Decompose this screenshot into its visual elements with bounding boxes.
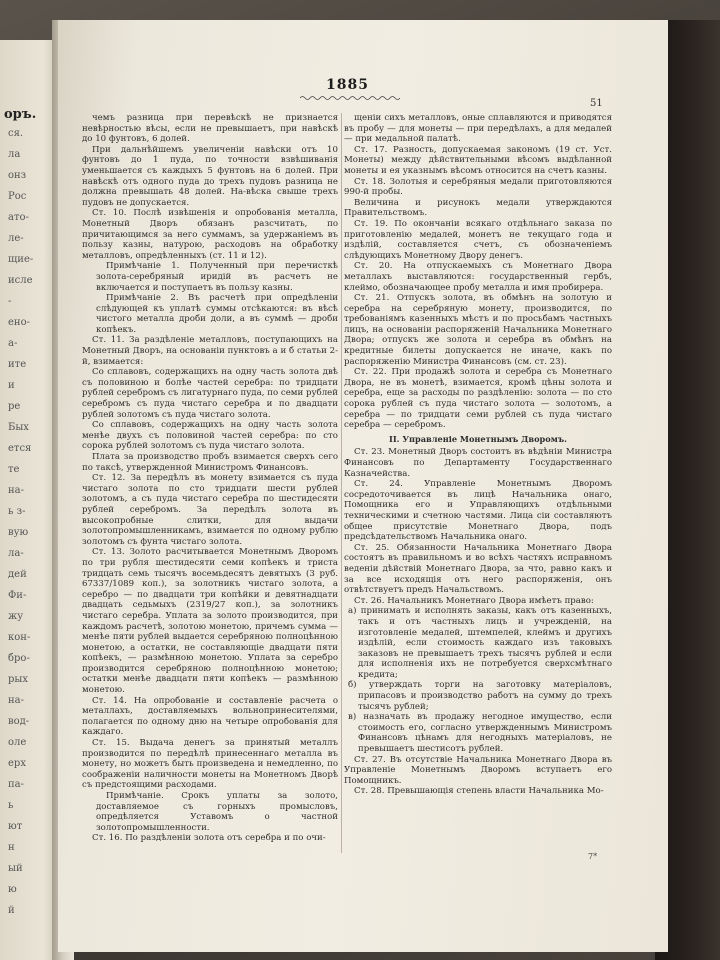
paragraph: Ст. 10. Послѣ извѣшенія и опробованія металла, Монетный Дворъ обязанъ разсчитать, по причитающимся за него суммамъ, за удержаніемъ въ пользу казны, натурою, расходовъ на обработку металловъ, опредѣленныхъ (ст. 11 и 12). (82, 208, 338, 261)
paragraph: При дальнѣйшемъ увеличеніи навѣски отъ 10 фунтовъ до 1 пуда, по точности взвѣшиванія уменьшается съ каждыхъ 5 фунтовъ на 6 долей. При навѣскѣ отъ одного пуда до трехъ пудовъ разница не должна превышать 48 долей. На-вѣска свыше трехъ пудовъ не допускается. (82, 144, 338, 208)
left-page-fragment: Рос (8, 191, 27, 202)
left-page-fragment: оле (8, 737, 27, 748)
left-page-fragment: ла (8, 149, 21, 160)
left-page-fragment: и (8, 380, 15, 391)
page-signature-mark: 7* (588, 852, 598, 861)
paragraph: Ст. 17. Разность, допускаемая закономъ (19 ст. Уст. Монеты) между дѣйствительными вѣсомъ выдѣланной монеты и ея указнымъ вѣсомъ относится на счетъ казны. (344, 144, 612, 176)
left-page-fragment: ато- (8, 212, 29, 223)
left-page-fragment: онз (8, 170, 27, 181)
note-paragraph: Примѣчаніе 2. Въ расчетѣ при опредѣленіи слѣдующей къ уплатѣ суммы отсѣкаются: въ вѣсѣ чистого металла дроби доли, а въ суммѣ — дроби копѣекъ. (96, 293, 338, 335)
left-page-fragment: па- (8, 779, 25, 790)
left-page-fragment: ый (8, 863, 23, 874)
paragraph: чемъ разница при перевѣскѣ не признается невѣрностью вѣсы, если не превышаетъ, при навѣскѣ до 10 фунтовъ, 6 долей. (82, 113, 338, 145)
left-page-fragment: вод- (8, 716, 30, 727)
paragraph: Ст. 27. Въ отсутствіе Начальника Монетнаго Двора въ Управленіе Монетнымъ Дворомъ вступаетъ его Помощникъ. (344, 754, 612, 786)
paragraph: Ст. 23. Монетный Дворъ состоитъ въ вѣдѣніи Министра Финансовъ по Департаменту Государственнаго Казначейства. (344, 447, 612, 479)
paragraph: Ст. 22. При продажѣ золота и серебра съ Монетнаго Двора, не въ монетѣ, взимается, кромѣ цѣны золота и серебра, еще за расходы по раздѣленію: золота — по сто сорока рублей съ пуда чистаго золота — золотомъ, а серебра — по тридцати семи рублей съ пуда чистаго серебра — серебромъ. (344, 367, 612, 431)
left-page-fragment: - (8, 296, 12, 307)
left-page-fragment: ла- (8, 548, 24, 559)
left-page-fragment: й (8, 905, 15, 916)
paragraph: Ст. 21. Отпускъ золота, въ обмѣнъ на золотую и серебра на серебряную монету, производится, по требованіямъ казенныхъ мѣстъ и по просьбамъ частныхъ лицъ, на основаніи распоряженій Начальника Монетнаго Двора; отпускъ же золота и серебра въ обмѣнъ на кредитные билеты допускается не иначе, какъ по распоряженію Министра Финансовъ (см. ст. 23). (344, 293, 612, 367)
left-page-fragment: ре (8, 401, 21, 412)
paragraph: в) назначать въ продажу негодное имущество, если стоимость его, согласно утвержденнымъ Министромъ Финансовъ цѣнамъ для негодныхъ матеріаловъ, не превышаетъ шестисотъ рублей. (348, 712, 612, 755)
left-page-fragment: ено- (8, 317, 30, 328)
note-paragraph: Примѣчаніе 1. Полученный при перечисткѣ золота-серебряный иридій въ расчетъ не включается и поступаетъ въ пользу казны. (96, 261, 338, 293)
paragraph: а) принимать и исполнять заказы, какъ отъ казенныхъ, такъ и отъ частныхъ лицъ и учрежденій, на изготовленіе медалей, штемпелей, клеймъ и другихъ издѣлій, если стоимость каждаго изъ таковыхъ заказовъ не превышаетъ трехъ тысячъ рублей и если для исполненія ихъ не потребуется сверхсмѣтнаго кредита; (348, 606, 612, 680)
left-page-fragment: вую (8, 527, 29, 538)
left-page-fragment: ется (8, 443, 32, 454)
paragraph: Со сплавовъ, содержащихъ на одну часть золота менѣе двухъ съ половиной частей серебра: по сто сорока рублей золотомъ съ пуда чистаго золота. (82, 420, 338, 452)
paragraph: Ст. 15. Выдача денегъ за принятый металлъ производится по передѣлѣ принесеннаго металла въ монету, но можетъ быть произведена и немедленно, по соображеніи наличности монеты на Монетномъ Дворѣ съ предстоящими расходами. (82, 738, 338, 791)
column-divider (341, 113, 342, 853)
left-page-fragment: щие- (8, 254, 34, 265)
left-page-fragment: на- (8, 695, 25, 706)
left-page-fragment: ите (8, 359, 27, 370)
paragraph: Ст. 25. Обязанности Начальника Монетнаго Двора состоятъ въ правильномъ и во всѣхъ частяхъ исправномъ веденіи дѣйствій Монетнаго Двора, за что, равно какъ и за все исходящія отъ него распоряженія, онъ отвѣтствуетъ предъ Начальствомъ. (344, 542, 612, 596)
left-page-fragment: ерх (8, 758, 26, 769)
left-page-fragment: ь (8, 800, 14, 811)
left-page-fragment: ь з- (8, 506, 26, 517)
page-header-year: 1885 (326, 77, 369, 93)
paragraph: Ст. 14. На опробованіе и составленіе расчета о металлахъ, доставляемыхъ вольнопринесителями, полагается по одному дню на четыре опробованія для каждаго. (82, 695, 338, 738)
left-page-fragment: рых (8, 674, 28, 685)
paragraph: Плата за производство пробъ взимается сверхъ сего по таксѣ, утвержденной Министромъ Финансовъ. (82, 452, 338, 473)
left-page-fragment: кон- (8, 632, 31, 643)
left-page-fragment: н (8, 842, 15, 853)
left-page-fragment: ют (8, 821, 23, 832)
paragraph: Ст. 12. За передѣлъ въ монету взимается съ пуда чистаго золота по сто тридцати шести рублей золотомъ, а съ пуда чистаго серебра по шестидесяти рублей серебромъ. За передѣлъ золота въ высокопробные слитки, для выдачи золотопромышленникамъ, взимается по одному рублю золотомъ съ фунта чистаго золота. (82, 473, 338, 547)
paragraph: Ст. 11. За раздѣленіе металловъ, поступающихъ на Монетный Дворъ, на основаніи пунктовъ a и б статьи 2-й, взимается: (82, 335, 338, 367)
left-page-fragment: Фи- (8, 590, 27, 601)
section-heading: II. Управленіе Монетнымъ Дворомъ. (389, 433, 567, 444)
paragraph: Величина и рисунокъ медали утверждаются Правительствомъ. (344, 197, 612, 219)
left-page-fragment: те (8, 464, 20, 475)
header-wave-ornament (300, 95, 400, 101)
paragraph: Ст. 28. Превышающія степень власти Начальника Мо- (354, 786, 604, 797)
paragraph: Ст. 19. По окончаніи всякаго отдѣльнаго заказа по приготовленію медалей, монетъ не текущаго года и издѣлій, составляется счетъ, съ обозначеніемъ слѣдующихъ Монетному Двору денегъ. (344, 218, 612, 261)
left-page-fragment: ся. (8, 128, 24, 139)
left-page-fragment: жу (8, 611, 24, 622)
paragraph: Ст. 24. Управленіе Монетнымъ Дворомъ сосредоточивается въ лицѣ Начальника онаго, Помощника его и Управляющихъ отдѣльными техническими и счетною частями. Лица сіи составляютъ общее присутствіе Монетнаго Двора, подъ предсѣдательствомъ Начальника онаго. (344, 479, 612, 543)
paragraph: Ст. 26. Начальникъ Монетнаго Двора имѣетъ право: (354, 595, 594, 606)
paragraph: Со сплавовъ, содержащихъ на одну часть золота двѣ съ половиною и болѣе частей серебра: по тридцати рублей серебромъ съ лигатурнаго пуда, по семи рублей серебромъ съ пуда чистаго серебра и по двадцати рублей золотомъ съ пуда чистаго золота. (82, 367, 338, 420)
paragraph: Ст. 20. На отпускаемыхъ съ Монетнаго Двора металлахъ выставляются: государственный гербъ, клеймо, обозначающее пробу металла и имя пробирера. (344, 261, 612, 293)
left-text-column (82, 113, 338, 953)
paragraph: Ст. 13. Золото расчитывается Монетнымъ Дворомъ по три рубля шестидесяти семи копѣекъ и триста тридцать семь тысячъ восемьдесятъ девятыхъ (3 руб. 67337/1089 коп.), за золотникъ чистаго золота, а серебро — по двадцати три копѣйки и девятнадцати двадцать седьмыхъ (2319/27 коп.), за золотникъ чистаго серебра. Уплата за золото производится, при каждомъ расчетѣ, золотою монетою, причемъ сумма — менѣе пяти рублей выдается серебряною полноцѣнною монетою, а остатки, не составляющіе двадцати пяти копѣекъ, — размѣнною монетою. Уплата за серебро производится серебряною полноцѣнною монетою; остатки менѣе двадцати пяти копѣекъ — размѣнною монетою. (82, 547, 338, 696)
left-page-fragment: Бых (8, 422, 29, 433)
left-page-fragment: исле (8, 275, 33, 286)
left-page-fragment: оръ. (4, 107, 37, 122)
left-page-fragment: ю (8, 884, 17, 895)
paragraph: щеніи сихъ металловъ, оные сплавляются и приводятся въ пробу — для монеты — при передѣлахъ, а для медалей — при медальной палатѣ. (344, 113, 612, 145)
left-page-fragment: дей (8, 569, 27, 580)
left-page-fragment: ле- (8, 233, 24, 244)
page-number: 51 (590, 98, 603, 109)
paragraph: Ст. 16. По раздѣленіи золота отъ серебра и по очи- (92, 833, 326, 844)
paragraph: Ст. 18. Золотыя и серебряныя медали приготовляются 990-й пробы. (344, 176, 612, 198)
paragraph: б) утверждать торги на заготовку матеріаловъ, припасовъ и производство работъ на сумму до трехъ тысячъ рублей; (348, 680, 612, 712)
note-paragraph: Примѣчаніе. Срокъ уплаты за золото, доставляемое съ горныхъ промысловъ, опредѣляется Уставомъ о частной золотопромышленности. (96, 791, 338, 833)
left-page-fragment: бро- (8, 653, 30, 664)
left-page-fragment: на- (8, 485, 25, 496)
left-page-fragment: а- (8, 338, 18, 349)
right-text-column (344, 113, 612, 863)
